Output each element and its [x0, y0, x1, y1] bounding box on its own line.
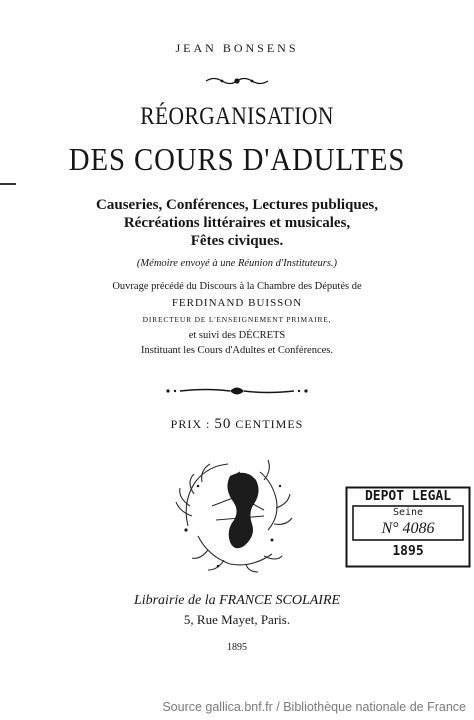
- publisher-address: 5, Rue Mayet, Paris.: [183, 612, 291, 627]
- publisher-vignette-icon: [168, 446, 298, 576]
- price-line: [0, 416, 474, 433]
- source-text: Source gallica.bnf.fr / Bibliothèque nationale de France: [162, 700, 466, 714]
- stamp-line-2: Seine: [392, 507, 424, 518]
- orator-name: FERDINAND BUISSON: [171, 297, 303, 309]
- stamp-line-4: 1895: [392, 544, 424, 559]
- decrees-text: Instituant les Cours d'Adultes et Conférences.: [140, 345, 334, 356]
- price-unit: CENTIMES: [235, 417, 304, 431]
- author-name: JEAN BONSENS: [175, 41, 299, 55]
- publication-year: 1895: [227, 642, 247, 653]
- rule-ornament-icon: [0, 382, 474, 401]
- memoire-note: (Mémoire envoyé à une Réunion d'Instituteurs.): [136, 258, 338, 269]
- price-label: PRIX :: [170, 417, 211, 431]
- orator-title: DIRECTEUR DE L'ENSEIGNEMENT PRIMAIRE,: [142, 315, 332, 324]
- subtitle-line-3: Fêtes civiques.: [190, 233, 284, 249]
- title-line-1: RÉORGANISATION: [140, 103, 334, 130]
- publisher-name: Librairie de la FRANCE SCOLAIRE: [133, 593, 341, 608]
- title-line-2: DES COURS D'ADULTES: [68, 141, 406, 177]
- followed-by-text: et suivi des DÉCRETS: [188, 330, 286, 341]
- price-amount: 50: [214, 416, 232, 432]
- source-footer: [0, 694, 474, 720]
- subtitle-line-1: Causeries, Conférences, Lectures publiques,: [96, 197, 378, 213]
- preceded-by-text: Ouvrage précédé du Discours à la Chambre des Députés de: [112, 281, 362, 292]
- stamp-line-3: N° 4086: [381, 520, 435, 537]
- edge-mark: [0, 183, 16, 185]
- legal-deposit-stamp-icon: [345, 486, 471, 568]
- stamp-line-1: DEPOT LEGAL: [364, 489, 452, 504]
- fleuron-ornament-icon: [0, 72, 474, 91]
- subtitle-line-2: Récréations littéraires et musicales,: [123, 215, 351, 231]
